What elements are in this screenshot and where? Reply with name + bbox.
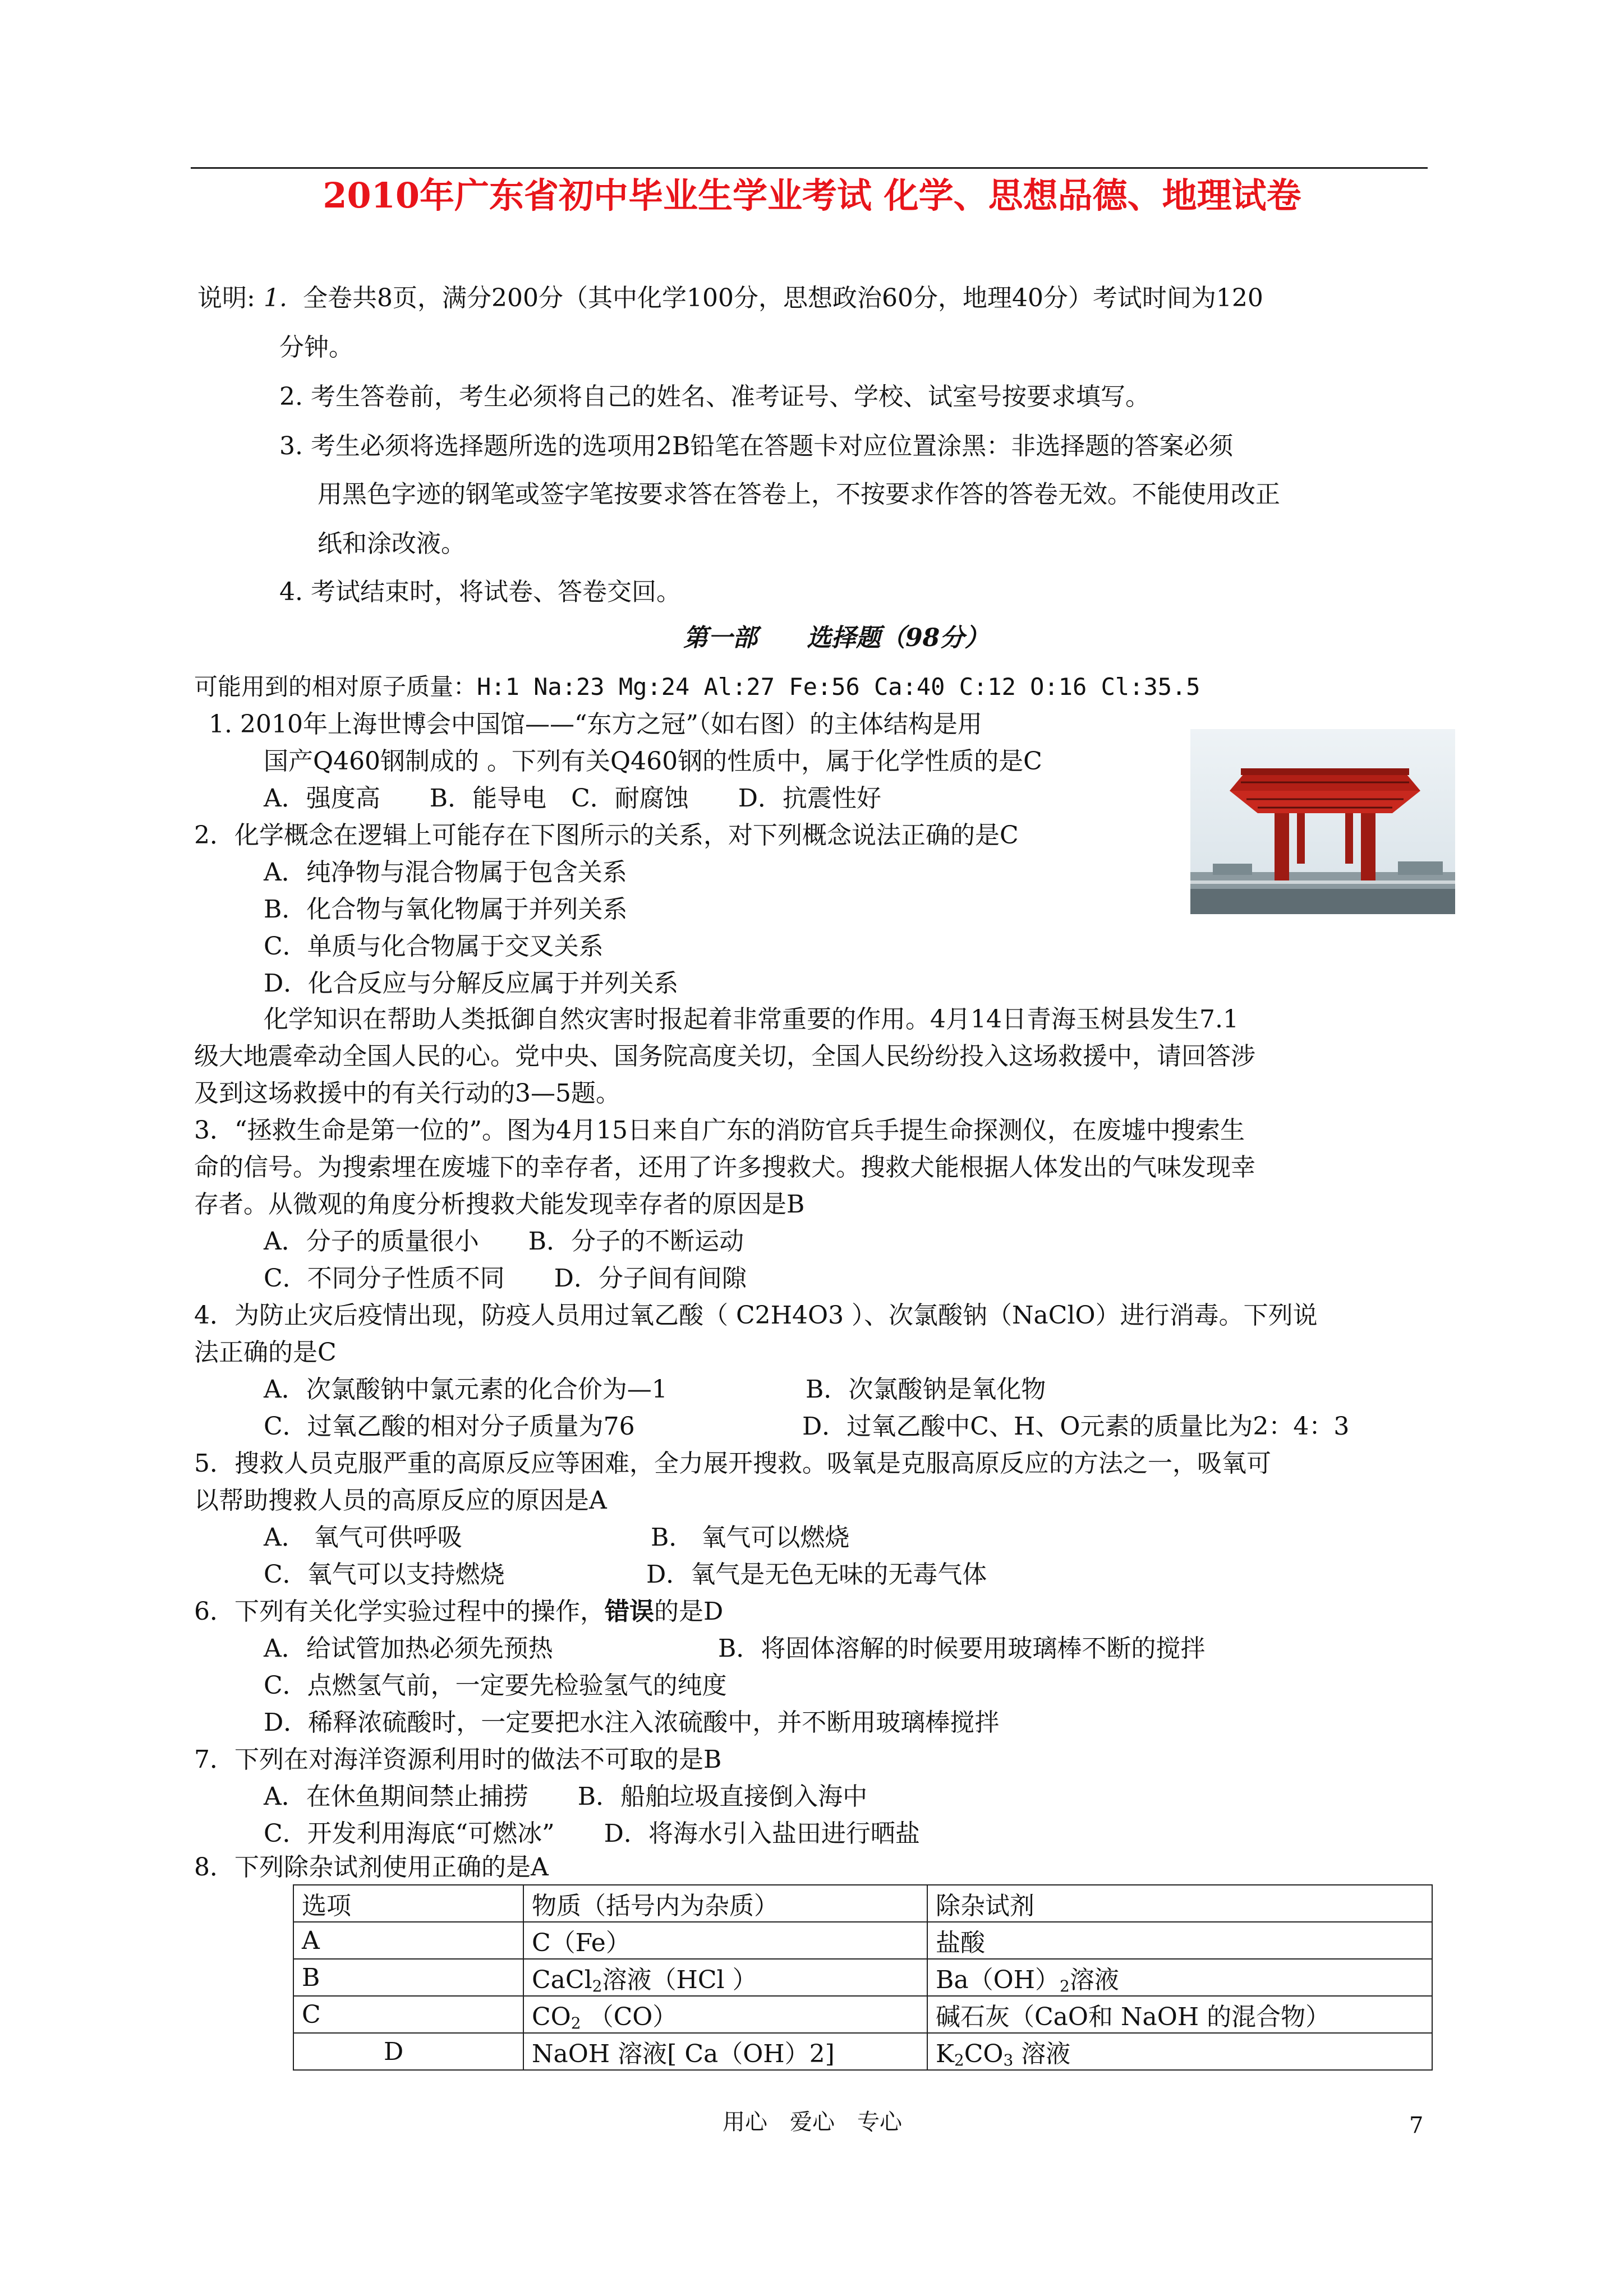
formula-part: （CO） (581, 2003, 678, 2031)
header-rule (191, 167, 1428, 169)
table-header-substance: 物质（括号内为杂质） (523, 1885, 927, 1922)
table-cell-reagent: 碱石灰（CaO和 NaOH 的混合物） (927, 1996, 1432, 2033)
table-header-option: 选项 (293, 1885, 523, 1922)
table-cell-substance (523, 1996, 927, 2033)
table-row (293, 1959, 1432, 1996)
q7-options-2: C．开发利用海底“可燃冰” D．将海水引入盐田进行晒盐 (264, 1819, 920, 1848)
q4-line1: 4．为防止灾后疫情出现，防疫人员用过氧乙酸（ C2H4O3 ）、次氯酸钠（NaClO）进行消毒。下列说 (194, 1301, 1318, 1330)
formula-part: 溶液 (1069, 1966, 1119, 1994)
q6-stem-pre: 6．下列有关化学实验过程中的操作， (194, 1597, 605, 1626)
q3-line1: 3．“拯救生命是第一位的”。图为4月15日来自广东的消防官兵手提生命探测仪，在废墟中搜索生 (194, 1116, 1245, 1145)
table-header-row (293, 1885, 1432, 1922)
formula-subscript: 2 (571, 2014, 581, 2032)
table-cell-option: A (293, 1922, 523, 1959)
passage-line1: 化学知识在帮助人类抵御自然灾害时报起着非常重要的作用。4月14日青海玉树县发生7.1 (264, 1005, 1239, 1034)
page-number: 7 (1409, 2113, 1424, 2138)
instructions-line1-num: 1. (264, 284, 287, 312)
passage-line3: 及到这场救援中的有关行动的3—5题。 (194, 1079, 620, 1108)
formula-part: K (936, 2040, 954, 2068)
purification-table (293, 1884, 1433, 2071)
formula-subscript: 2 (954, 2051, 964, 2069)
instructions-line3b: 用黑色字迹的钢笔或签字笔按要求答在答卷上，不按要求作答的答卷无效。不能使用改正 (318, 480, 1280, 509)
instructions-line1: 全卷共8页，满分200分（其中化学100分，思想政治60分，地理40分）考试时间为120 (303, 284, 1263, 312)
q4-option-b: B．次氯酸钠是氧化物 (806, 1375, 1046, 1404)
q5-option-d: D．氧气是无色无味的无毒气体 (646, 1560, 987, 1589)
instructions-line3a: 3. 考生必须将选择题所选的选项用2B铅笔在答题卡对应位置涂黑：非选择题的答案必须 (279, 432, 1234, 460)
q6-option-b: B．将固体溶解的时候要用玻璃棒不断的搅拌 (718, 1634, 1206, 1663)
q2-stem: 2．化学概念在逻辑上可能存在下图所示的关系，对下列概念说法正确的是C (194, 821, 1019, 850)
table-cell-substance (523, 1959, 927, 1996)
q8-stem: 8．下列除杂试剂使用正确的是A (194, 1853, 549, 1882)
footer-motto: 用心 爱心 专心 (723, 2109, 902, 2135)
table-cell-reagent: 盐酸 (927, 1922, 1432, 1959)
q4-option-a: A．次氯酸钠中氯元素的化合价为—1 (264, 1375, 668, 1404)
instructions-lead: 说明: (197, 284, 255, 312)
q4-option-d: D．过氧乙酸中C、H、O元素的质量比为2：4：3 (802, 1412, 1350, 1441)
table-row (293, 1996, 1432, 2033)
table-header-reagent: 除杂试剂 (927, 1885, 1432, 1922)
q5-line2: 以帮助搜救人员的高原反应的原因是A (194, 1486, 607, 1515)
atomic-masses: 可能用到的相对原子质量：H:1 Na:23 Mg:24 Al:27 Fe:56 Ca:40 C:12 O:16 Cl:35.5 (194, 673, 1200, 700)
q6-option-a: A．给试管加热必须先预热 (264, 1634, 553, 1663)
instructions-line3c: 纸和涂改液。 (318, 529, 466, 558)
table-cell-option: B (293, 1959, 523, 1996)
table-cell-substance: C（Fe） (523, 1922, 927, 1959)
q3-options-2: C．不同分子性质不同 D．分子间有间隙 (264, 1264, 747, 1293)
q6-option-d: D．稀释浓硫酸时，一定要把水注入浓硫酸中，并不断用玻璃棒搅拌 (264, 1708, 1000, 1737)
table-cell-option: C (293, 1996, 523, 2033)
table-cell-option: D (293, 2033, 523, 2070)
q1-line2: 国产Q460钢制成的 。下列有关Q460钢的性质中，属于化学性质的是C (264, 747, 1042, 776)
q2-option-b: B．化合物与氧化物属于并列关系 (264, 895, 628, 924)
q5-option-a: A． 氧气可供呼吸 (264, 1523, 462, 1552)
formula-subscript: 2 (592, 1977, 602, 1995)
q5-option-b: B． 氧气可以燃烧 (651, 1523, 850, 1552)
q5-option-c: C．氧气可以支持燃烧 (264, 1560, 505, 1589)
q6-option-c: C．点燃氢气前，一定要先检验氢气的纯度 (264, 1671, 727, 1700)
formula-subscript: 2 (1060, 1977, 1070, 1995)
page-title: 2010年广东省初中毕业生学业考试 化学、思想品德、地理试卷 (323, 175, 1301, 216)
q3-line3: 存者。从微观的角度分析搜救犬能发现幸存者的原因是B (194, 1190, 805, 1219)
passage-line2: 级大地震牵动全国人民的心。党中央、国务院高度关切，全国人民纷纷投入这场救援中，请回答涉 (194, 1042, 1255, 1071)
q2-option-a: A．纯净物与混合物属于包含关系 (264, 858, 627, 887)
q6-stem-post: 的是D (654, 1597, 724, 1626)
q4-option-c: C．过氧乙酸的相对分子质量为76 (264, 1412, 635, 1441)
table-cell-reagent (927, 2033, 1432, 2070)
q3-options-1: A．分子的质量很小 B．分子的不断运动 (264, 1227, 744, 1256)
formula-part: 溶液 (1013, 2040, 1071, 2068)
q1-options: A．强度高 B．能导电 C．耐腐蚀 D．抗震性好 (264, 784, 882, 813)
q3-line2: 命的信号。为搜索埋在废墟下的幸存者，还用了许多搜救犬。搜救犬能根据人体发出的气味发现幸 (194, 1153, 1255, 1182)
q5-line1: 5．搜救人员克服严重的高原反应等困难，全力展开搜救。吸氧是克服高原反应的方法之一，吸氧可 (194, 1449, 1271, 1478)
formula-part: CaCl (532, 1966, 592, 1994)
table-cell-substance: NaOH 溶液[ Ca（OH）2] (523, 2033, 927, 2070)
q1-line1: 1. 2010年上海世博会中国馆——“东方之冠”（如右图）的主体结构是用 (209, 710, 982, 739)
q6-stem (194, 1599, 723, 1624)
formula-part: CO (964, 2040, 1004, 2068)
table-cell-reagent (927, 1959, 1432, 1996)
q2-option-c: C．单质与化合物属于交叉关系 (264, 932, 604, 961)
formula-part: 溶液（HCl ） (602, 1966, 757, 1994)
q6-stem-emphasis: 错误 (605, 1597, 654, 1626)
formula-part: Ba（OH） (936, 1966, 1060, 1994)
q2-option-d: D．化合反应与分解反应属于并列关系 (264, 969, 679, 998)
instructions-line2: 2. 考生答卷前，考生必须将自己的姓名、准考证号、学校、试室号按要求填写。 (279, 382, 1150, 411)
section-title: 第一部 选择题（98分） (683, 624, 990, 652)
formula-part: CO (532, 2003, 571, 2031)
formula-subscript: 3 (1003, 2051, 1014, 2069)
instructions-line4: 4. 考试结束时，将试卷、答卷交回。 (279, 578, 681, 606)
instructions-line1b: 分钟。 (279, 333, 353, 362)
q7-stem: 7．下列在对海洋资源利用时的做法不可取的是B (194, 1745, 722, 1774)
china-pavilion-photo (1190, 729, 1455, 914)
table-row (293, 2033, 1432, 2070)
table-row (293, 1922, 1432, 1959)
q7-options-1: A．在休鱼期间禁止捕捞 B．船舶垃圾直接倒入海中 (264, 1782, 868, 1811)
q4-line2: 法正确的是C (194, 1338, 337, 1367)
